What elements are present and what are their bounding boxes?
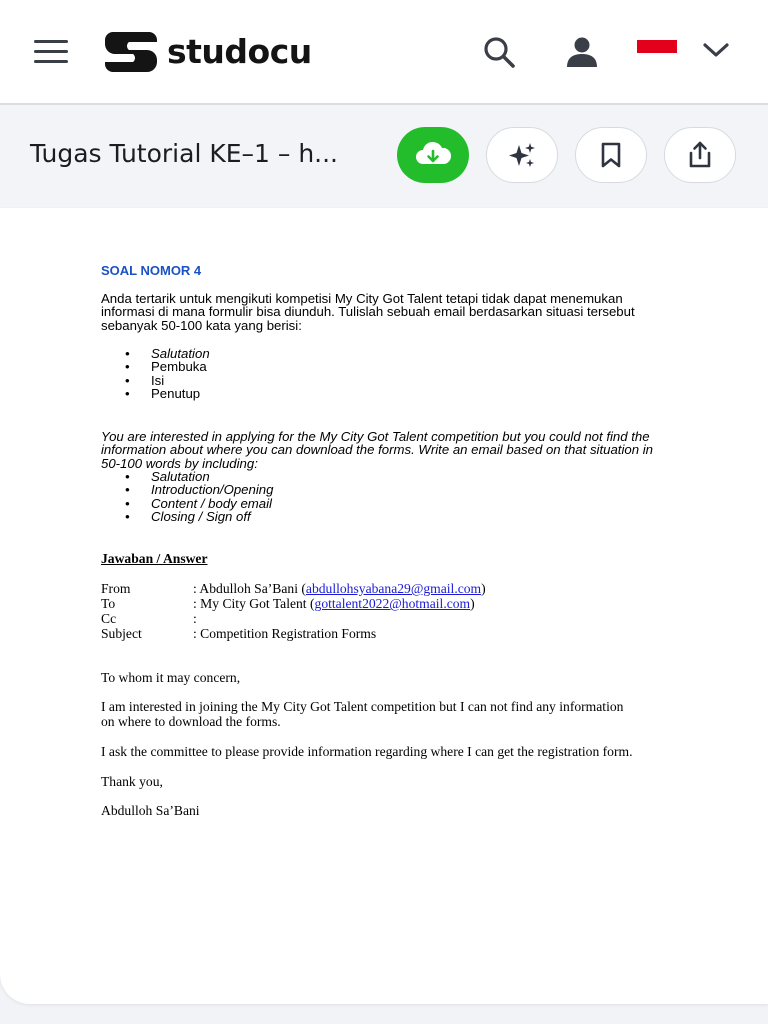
close-paren: ) — [470, 596, 475, 611]
english-line: information about where you can download the forms. Write an email based on that situation in — [101, 442, 653, 458]
ai-assistant-button[interactable] — [486, 127, 558, 183]
bookmark-icon — [599, 141, 623, 169]
list-item: • Content / body email — [101, 497, 273, 510]
answer-heading: Jawaban / Answer — [101, 551, 208, 566]
email-closing: Thank you, — [101, 774, 163, 789]
close-paren: ) — [481, 581, 486, 596]
to-label: To — [101, 596, 116, 611]
english-line: You are interested in applying for the My City Got Talent competition but you could not find the — [101, 429, 650, 444]
body-line: on where to download the forms. — [101, 714, 281, 729]
list-item: • Pembuka — [101, 360, 210, 373]
studocu-logo[interactable] — [103, 28, 312, 74]
list-item: • Salutation — [101, 347, 210, 360]
body-line: I am interested in joining the My City Got Talent competition but I can not find any information — [101, 699, 624, 714]
email-signature: Abdulloh Sa’Bani — [101, 803, 200, 818]
intro-line: sebanyak 50-100 kata yang berisi: — [101, 317, 302, 333]
cc-label: Cc — [101, 611, 117, 626]
brand-name: studocu — [167, 31, 312, 71]
to-email-link[interactable]: gottalent2022@hotmail.com — [314, 596, 471, 611]
document-title[interactable]: Tugas Tutorial KE–1 – h... — [30, 139, 339, 168]
email-cc-row — [101, 611, 197, 626]
document-page — [0, 208, 768, 1004]
email-subject-row — [101, 626, 376, 641]
to-value: : My City Got Talent ( — [193, 596, 315, 611]
list-item: • Isi — [101, 374, 210, 387]
list-item: • Salutation — [101, 470, 273, 483]
requirement-list-id — [101, 347, 210, 401]
question-english — [101, 430, 653, 470]
cc-value: : — [193, 611, 197, 626]
requirement-list-en — [101, 470, 273, 524]
from-email-link[interactable]: abdullohsyabana29@gmail.com — [305, 581, 482, 596]
subject-label: Subject — [101, 626, 142, 641]
email-to-row — [101, 596, 475, 611]
top-navigation-bar — [0, 0, 768, 105]
email-greeting: To whom it may concern, — [101, 670, 241, 685]
list-item: • Closing / Sign off — [101, 510, 273, 523]
from-label: From — [101, 581, 131, 596]
list-item: • Introduction/Opening — [101, 483, 273, 496]
download-button[interactable] — [397, 127, 469, 183]
menu-icon[interactable] — [34, 38, 70, 66]
share-button[interactable] — [664, 127, 736, 183]
intro-line: Anda tertarik untuk mengikuti kompetisi My City Got Talent tetapi tidak dapat menemukan — [101, 291, 623, 306]
from-value: : Abdulloh Sa’Bani ( — [193, 581, 306, 596]
studocu-logo-icon — [103, 28, 159, 74]
english-line: 50-100 words by including: — [101, 455, 258, 471]
download-icon — [413, 140, 453, 170]
share-icon — [686, 140, 714, 170]
email-body-paragraph-2: I ask the committee to please provide information regarding where I can get the registration form. — [101, 744, 633, 759]
bookmark-button[interactable] — [575, 127, 647, 183]
user-icon[interactable] — [563, 34, 601, 70]
search-icon[interactable] — [480, 34, 520, 70]
chevron-down-icon[interactable] — [700, 38, 732, 62]
question-heading: SOAL NOMOR 4 — [101, 263, 202, 278]
flag-indonesia-icon[interactable] — [637, 40, 677, 53]
intro-line: informasi di mana formulir bisa diunduh. Tulislah sebuah email berdasarkan situasi tersebut — [101, 304, 635, 320]
email-from-row — [101, 581, 486, 596]
list-item: • Penutup — [101, 387, 210, 400]
email-body-paragraph-1 — [101, 699, 623, 729]
subject-value: : Competition Registration Forms — [193, 626, 377, 641]
ai-sparkle-icon — [506, 140, 538, 170]
question-intro — [101, 292, 635, 332]
